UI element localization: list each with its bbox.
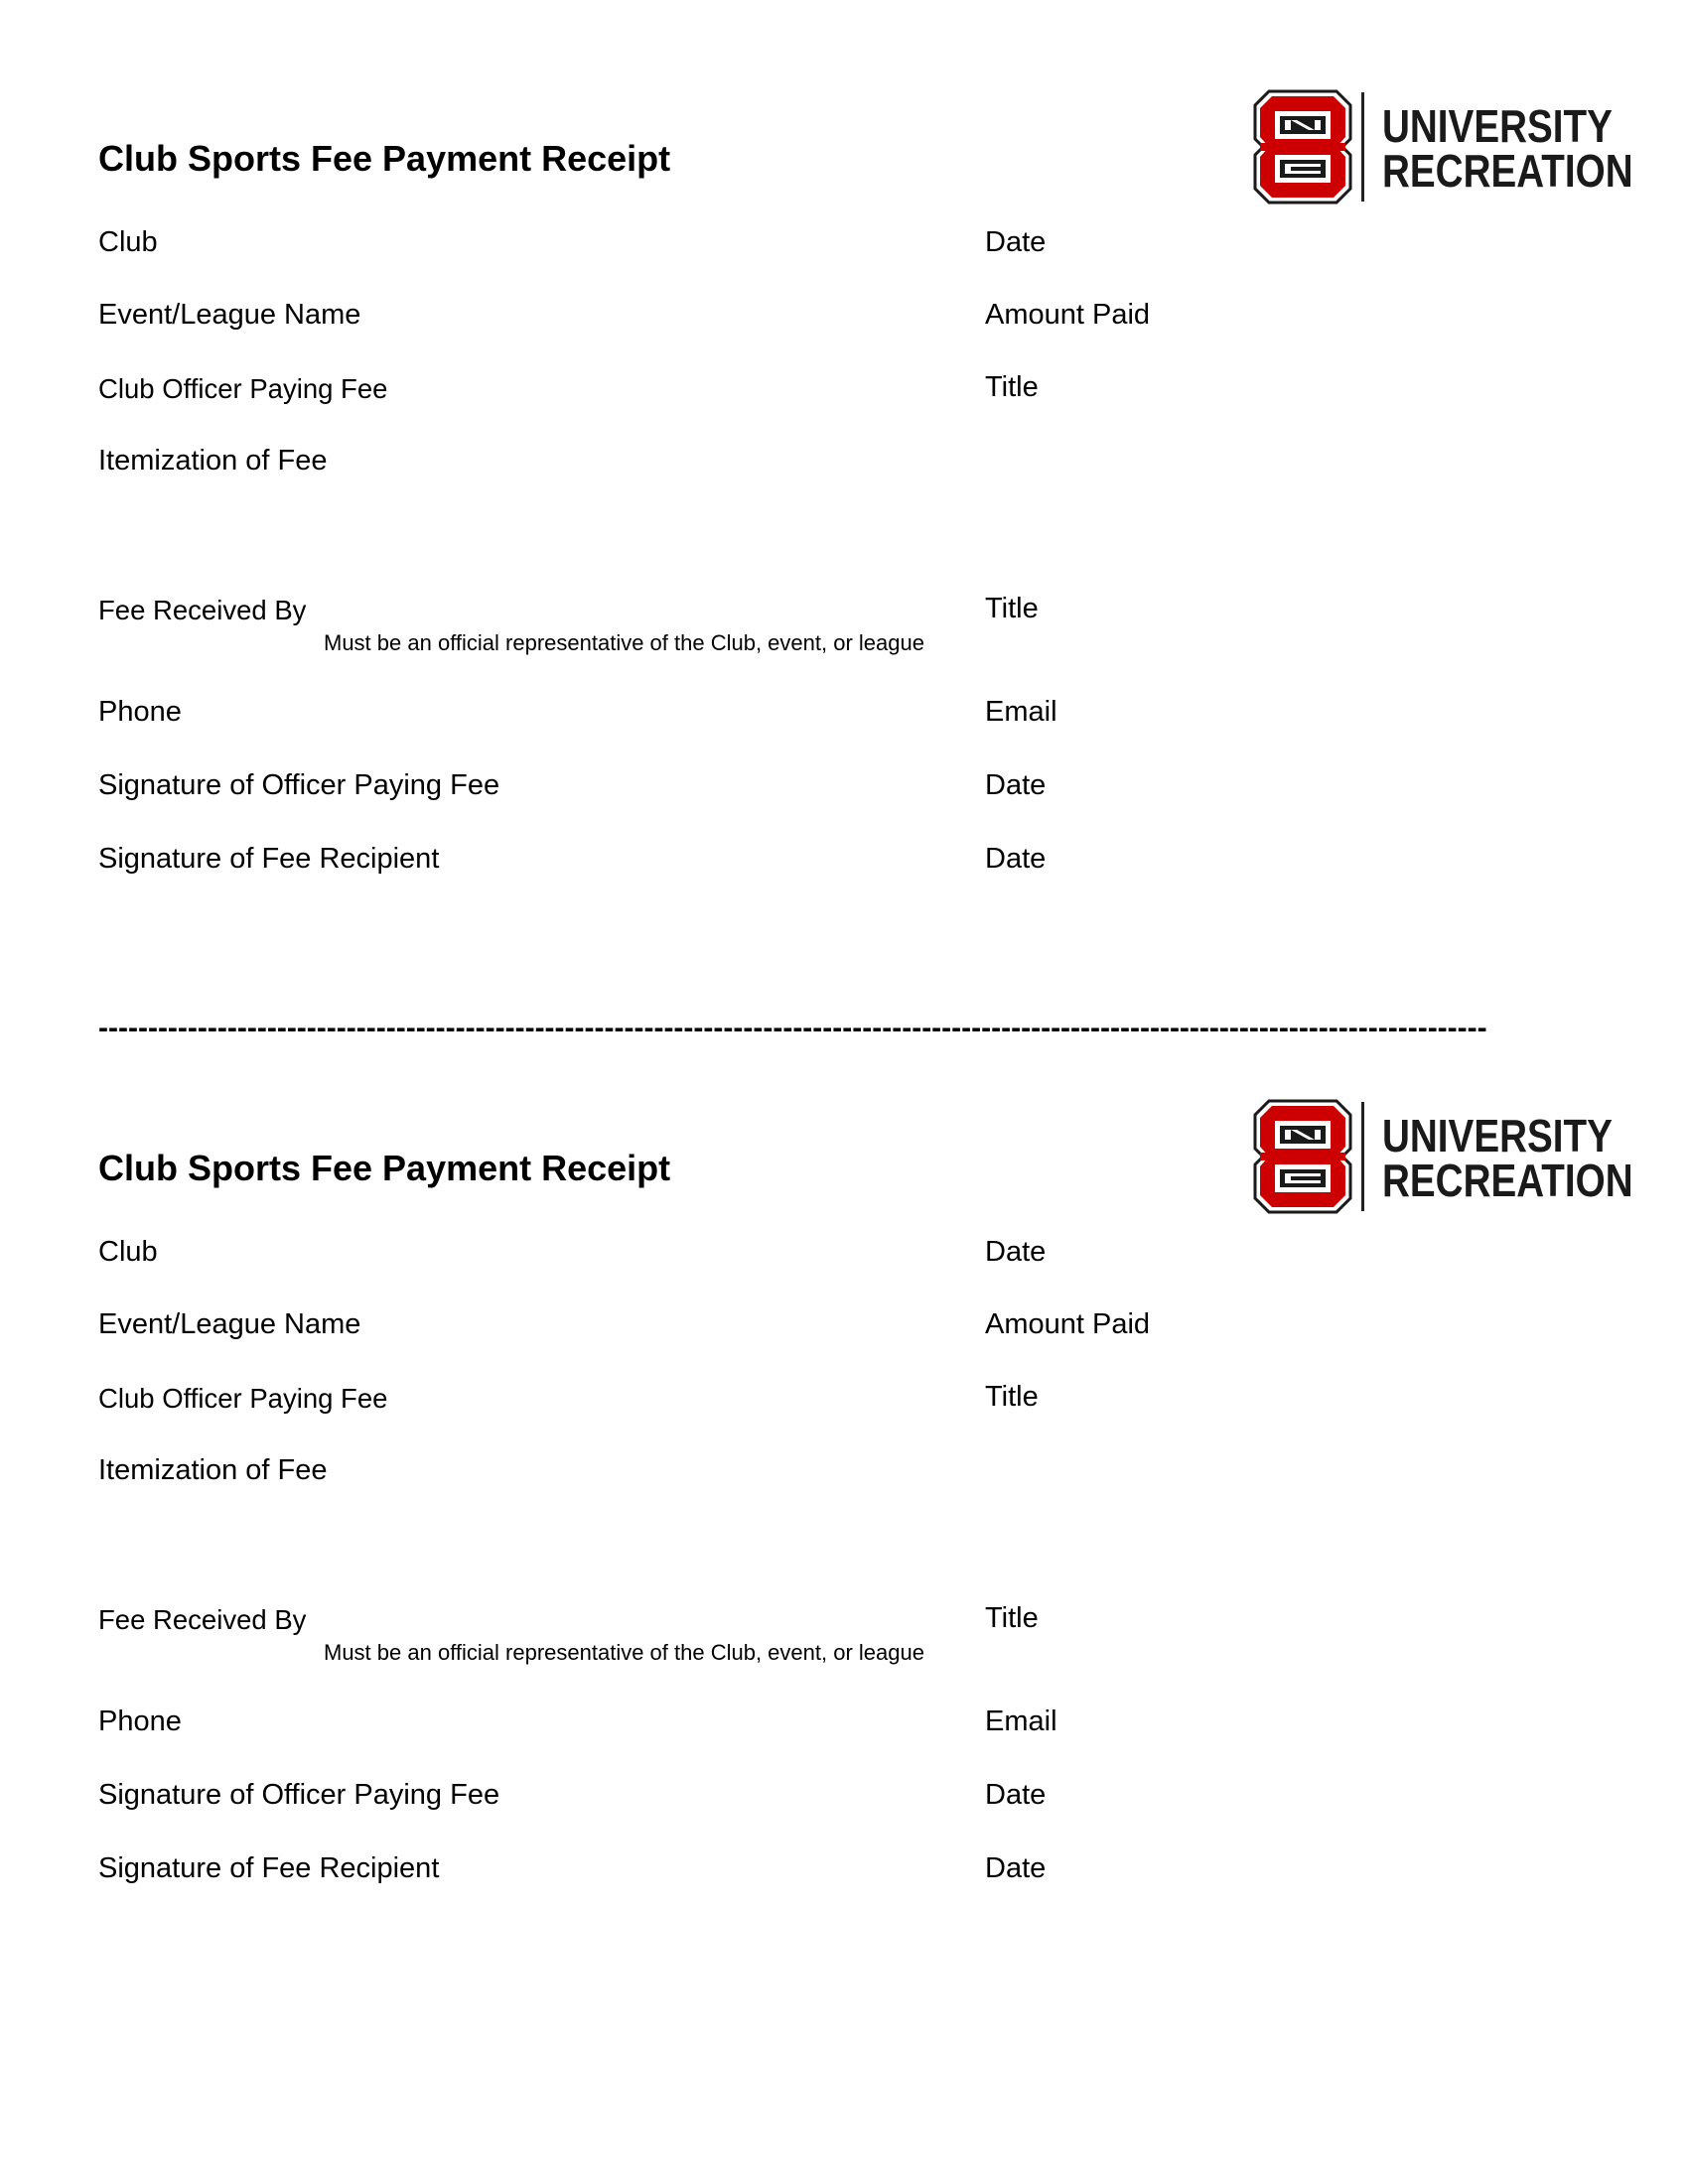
signature-officer-label: Signature of Officer Paying Fee (98, 769, 500, 801)
date-label: Date (985, 1236, 1047, 1268)
nc-state-block-s-icon (1253, 89, 1352, 205)
itemization-of-fee-label: Itemization of Fee (98, 445, 328, 477)
club-label: Club (98, 1236, 158, 1268)
logo-text-recreation: RECREATION (1382, 145, 1633, 197)
amount-paid-label: Amount Paid (985, 299, 1151, 331)
title-label: Title (985, 371, 1039, 403)
signature-officer-label: Signature of Officer Paying Fee (98, 1779, 500, 1811)
date-label: Date (985, 226, 1047, 258)
nc-state-block-s-icon (1253, 1099, 1352, 1214)
university-recreation-logo (1253, 89, 1633, 208)
date-label-2: Date (985, 1779, 1047, 1811)
club-officer-paying-fee-label: Club Officer Paying Fee (98, 1383, 388, 1414)
signature-recipient-label: Signature of Fee Recipient (98, 843, 440, 875)
title-label-2: Title (985, 1602, 1039, 1634)
fee-received-by-label: Fee Received By (98, 1604, 307, 1635)
receipt-bottom (0, 1010, 1688, 1764)
event-league-name-label: Event/League Name (98, 1308, 361, 1340)
logo-divider (1361, 92, 1364, 202)
email-label: Email (985, 1706, 1057, 1737)
logo-text-university: UNIVERSITY (1382, 100, 1613, 152)
title-label-2: Title (985, 593, 1039, 624)
signature-recipient-label: Signature of Fee Recipient (98, 1852, 440, 1884)
date-label-2: Date (985, 769, 1047, 801)
date-label-3: Date (985, 1852, 1047, 1884)
phone-label: Phone (98, 1706, 182, 1737)
representative-note: Must be an official representative of the Club, event, or league (324, 630, 924, 655)
title-label: Title (985, 1381, 1039, 1413)
club-officer-paying-fee-label: Club Officer Paying Fee (98, 373, 388, 404)
cut-line-separator: -------------------------------------------------------------------------------------------------------------------------------------------- (98, 1015, 1487, 1042)
logo-text-university: UNIVERSITY (1382, 1110, 1613, 1161)
university-recreation-logo (1253, 1099, 1633, 1218)
receipt-top (0, 0, 1688, 754)
email-label: Email (985, 696, 1057, 728)
receipt-title: Club Sports Fee Payment Receipt (98, 1148, 671, 1188)
logo-divider (1361, 1102, 1364, 1211)
date-label-3: Date (985, 843, 1047, 875)
logo-text-recreation: RECREATION (1382, 1155, 1633, 1206)
phone-label: Phone (98, 696, 182, 728)
receipt-title: Club Sports Fee Payment Receipt (98, 138, 671, 179)
amount-paid-label: Amount Paid (985, 1308, 1151, 1340)
club-label: Club (98, 226, 158, 258)
fee-received-by-label: Fee Received By (98, 595, 307, 625)
event-league-name-label: Event/League Name (98, 299, 361, 331)
representative-note: Must be an official representative of the Club, event, or league (324, 1640, 924, 1665)
itemization-of-fee-label: Itemization of Fee (98, 1454, 328, 1486)
